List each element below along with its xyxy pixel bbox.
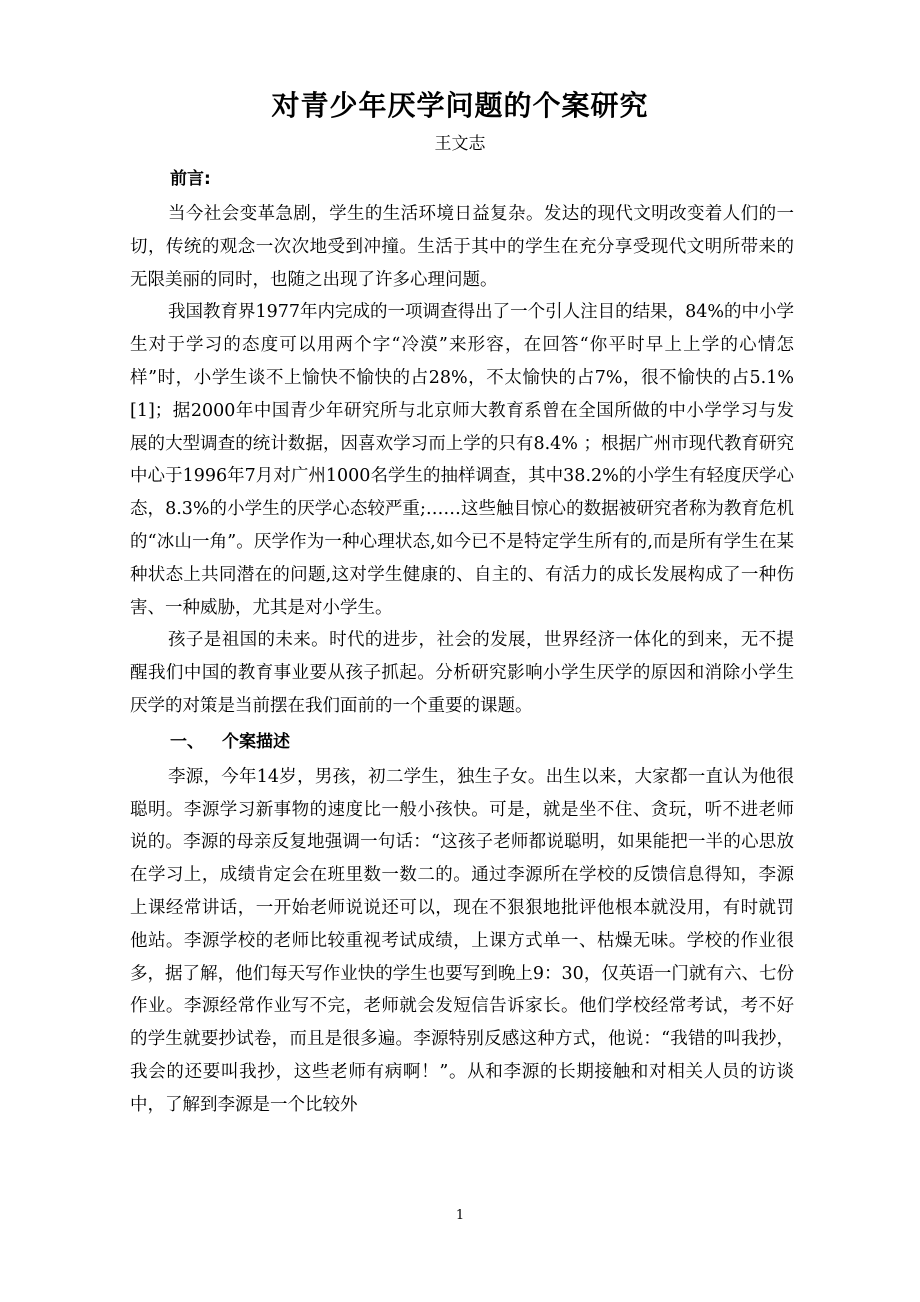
case-description-paragraph: 李源，今年14岁，男孩，初二学生，独生子女。出生以来，大家都一直认为他很聪明。李源学习新事物的速度比一般小孩快。可是，就是坐不住、贪玩，听不进老师说的。李源的母亲反复地强调一句话：“这孩子老师都说聪明，如果能把一半的心思放在学习上，成绩肯定会在班里数一数二的。通过李源所在学校的反馈信息得知，李源上课经常讲话，一开始老师说说还可以，现在不狠狠地批评他根本就没用，有时就罚他站。李源学校的老师比较重视考试成绩，上课方式单一、枯燥无味。学校的作业很多，据了解，他们每天写作业快的学生也要写到晚上9：30，仅英语一门就有六、七份作业。李源经常作业写不完，老师就会发短信告诉家长。他们学校经常考试，考不好的学生就要抄试卷，而且是很多遍。李源特别反感这种方式，他说：“我错的叫我抄，我会的还要叫我抄，这些老师有病啊！”。从和李源的长期接触和对相关人员的访谈中，了解到李源是一个比较外 — [130, 766, 794, 1115]
document-title: 对青少年厌学问题的个案研究 — [271, 89, 649, 122]
preface-paragraph-3: 孩子是祖国的未来。时代的进步，社会的发展，世界经济一体化的到来，无不提醒我们中国的教育事业要从孩子抓起。分析研究影响小学生厌学的原因和消除小学生厌学的对策是当前摆在我们面前的一个重要的课题。 — [130, 630, 794, 716]
section-title: 个案描述 — [222, 731, 290, 752]
section-number: 一、 — [170, 731, 204, 752]
preface-paragraph-2: 我国教育界1977年内完成的一项调查得出了一个引人注目的结果，84%的中小学生对于学习的态度可以用两个字“冷漠”来形容，在回答“你平时早上上学的心情怎样”时，小学生谈不上愉快不愉快的占28%，不太愉快的占7%，很不愉快的占5.1%[1]；据2000年中国青少年研究所与北京师大教育系曾在全国所做的中小学学习与发展的大型调查的统计数据，因喜欢学习而上学的只有8.4% ；根据广州市现代教育研究中心于1996年7月对广州1000名学生的抽样调查，其中38.2%的小学生有轻度厌学心态，8.3%的小学生的厌学心态较严重;……这些触目惊心的数据被研究者称为教育危机的“冰山一角”。厌学作为一种心理状态,如今已不是特定学生所有的,而是所有学生在某种状态上共同潜在的问题,这对学生健康的、自主的、有活力的成长发展构成了一种伤害、一种威胁，尤其是对小学生。 — [130, 302, 794, 618]
preface-heading: 前言: — [170, 169, 211, 189]
document-body — [130, 160, 794, 1122]
page-number: 1 — [455, 1208, 465, 1223]
section-heading-case-description — [130, 723, 794, 761]
preface-paragraph-1: 当今社会变革急剧，学生的生活环境日益复杂。发达的现代文明改变着人们的一切，传统的观念一次次地受到冲撞。生活于其中的学生在充分享受现代文明所带来的无限美丽的同时，也随之出现了许多心理问题。 — [130, 204, 794, 290]
author-name: 王文志 — [434, 134, 486, 154]
